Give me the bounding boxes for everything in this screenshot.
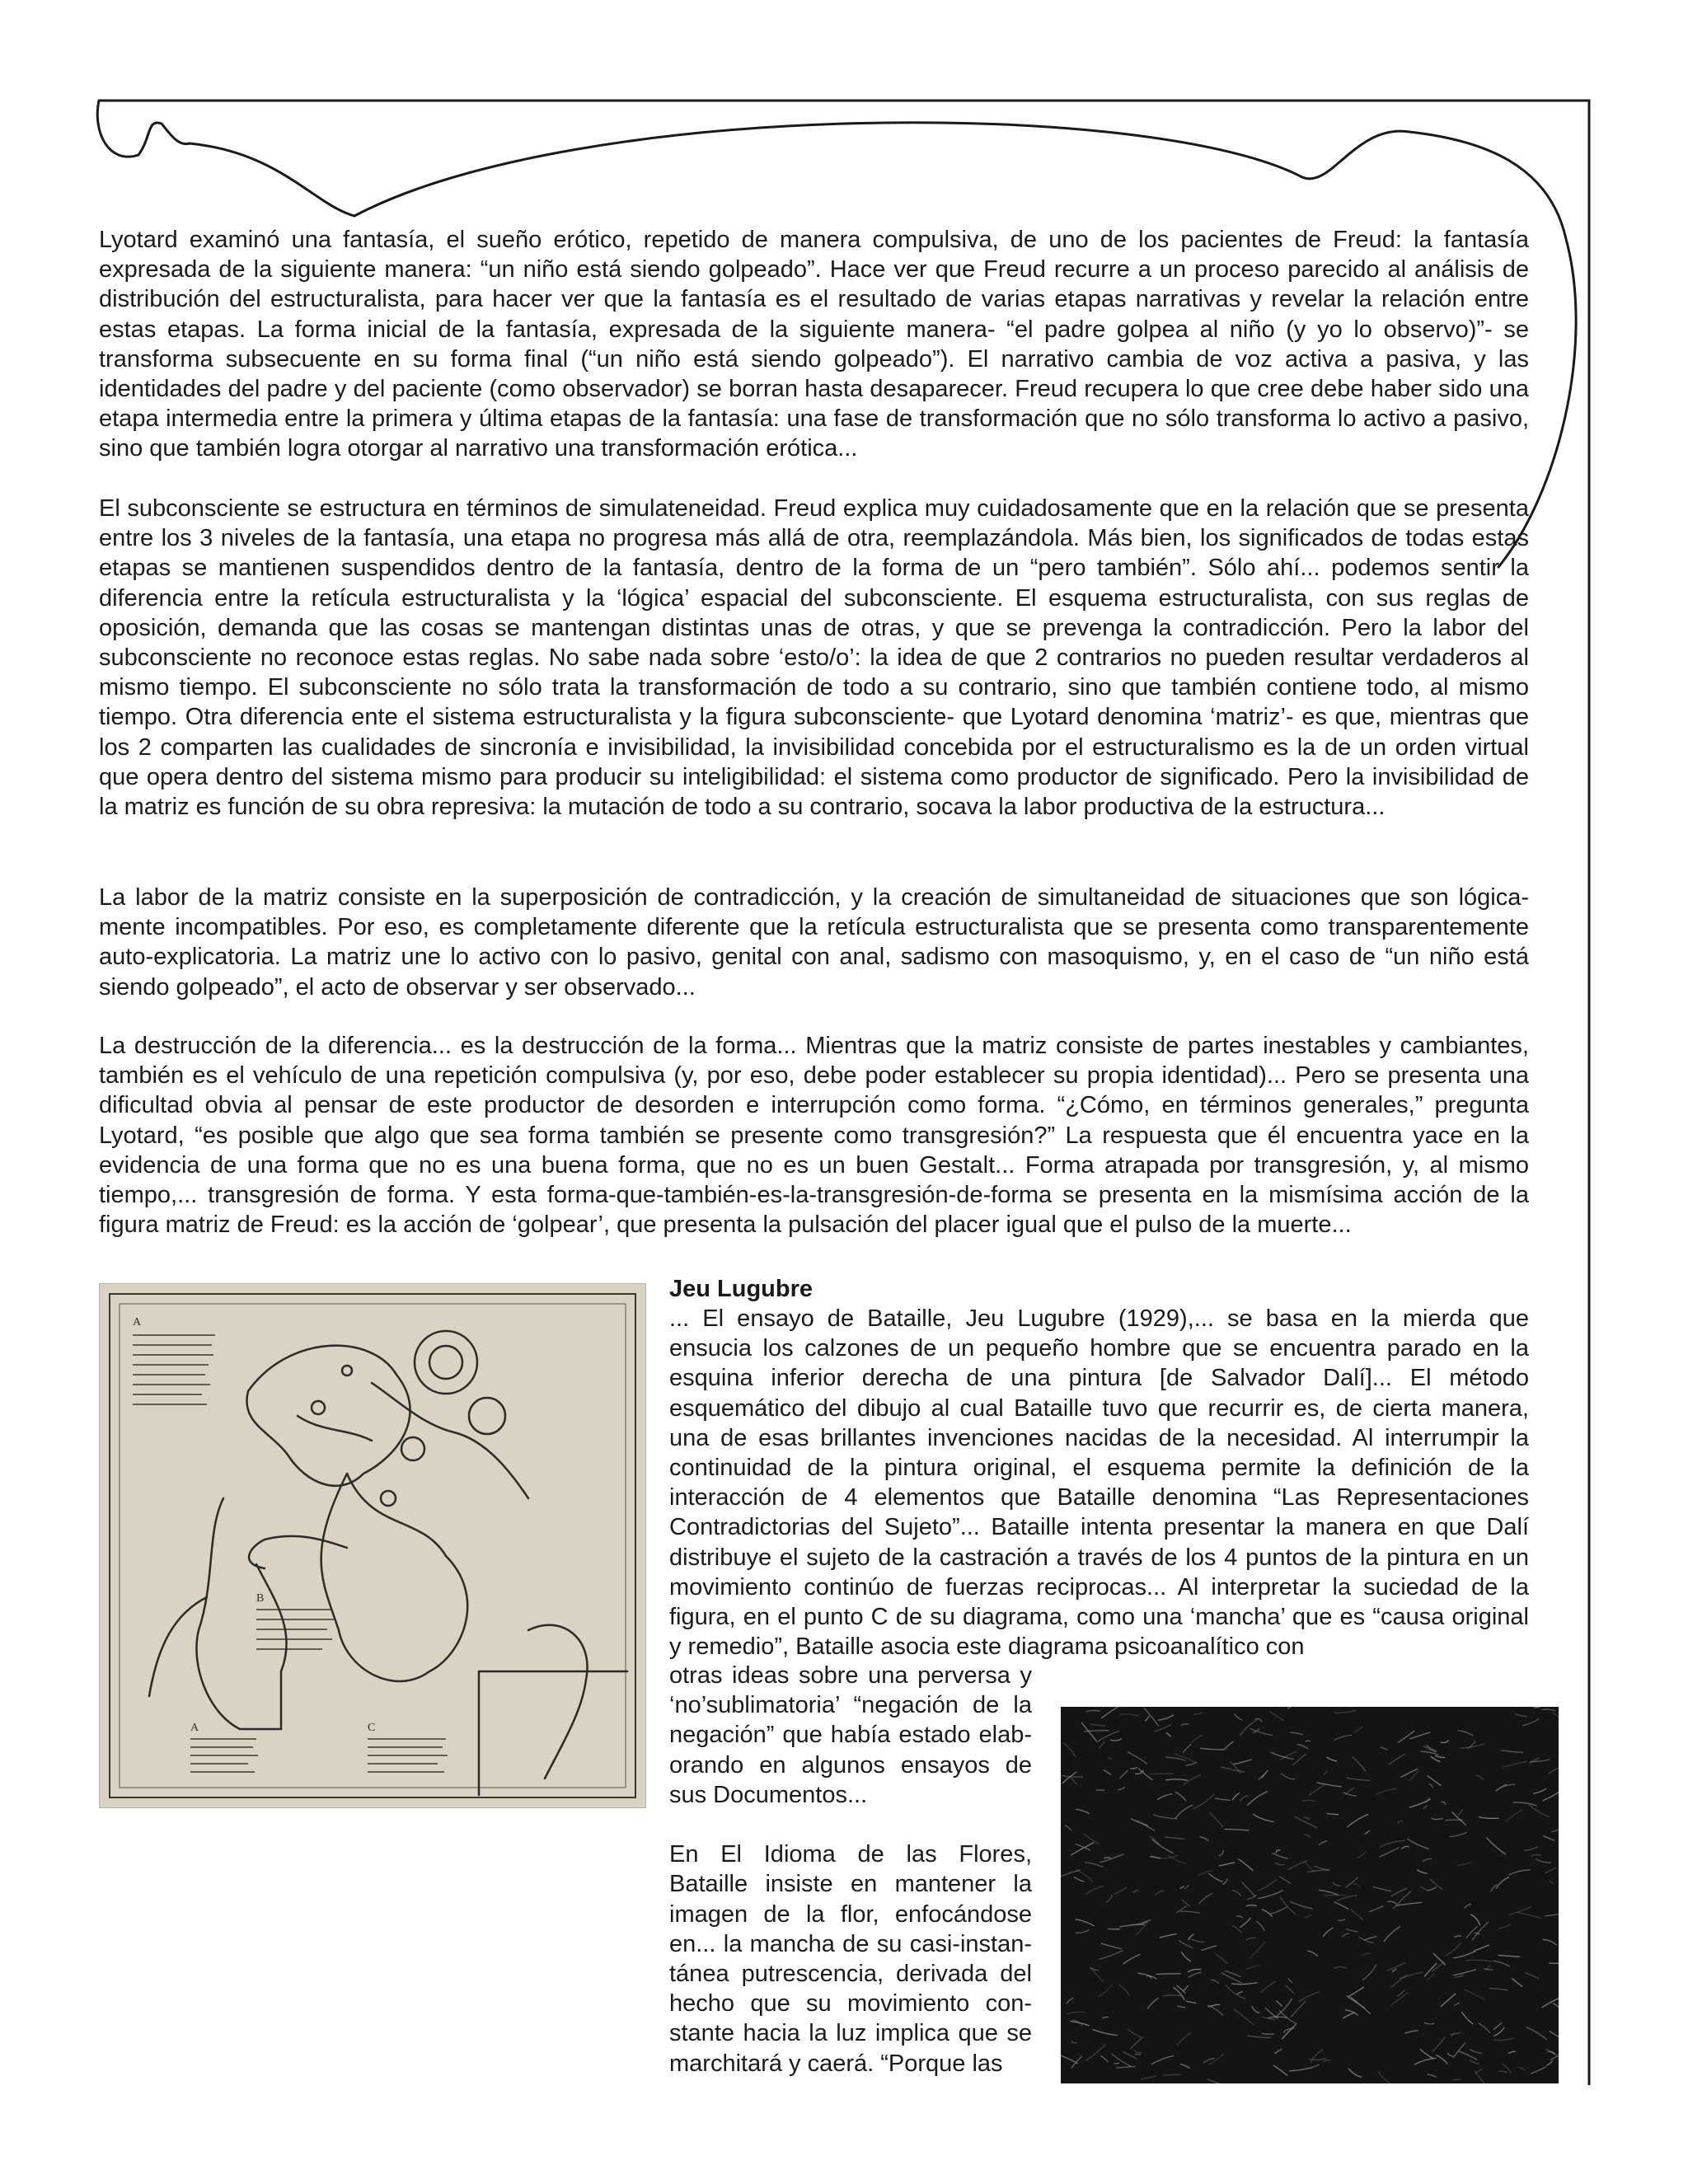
paragraph-subconscious-simultaneity: El subconsciente se estructura en términos de simulateneidad. Freud explica muy cuidadosamente que en la relación que se presenta entre los 3 niveles de la fantasía, una etapa no progresa más allá de otra, reemplazándola. Más bien, los significados de todas estas etapas se mantienen suspendidos dentro de la fantasía, dentro de la forma de un “pero también”. Sólo ahí... podemos sentir la diferencia entre la retícula estructuralista y la ‘lógica’ espacial del subconsciente. El esquema estructuralista, con sus reglas de oposición, demanda que las cosas se mantengan distintas unas de otras, y que se prevenga la contradicción. Pero la labor del subconsciente no reconoce estas reglas. No sabe nada sobre ‘esto/o’: la idea de que 2 contrarios no pueden resultar verdaderos al mismo tiempo. El subconsciente no sólo trata la transformación de todo a su contrario, sino que también contiene todo, al mismo tiempo. Otra diferencia ente el sistema estructuralista y la figura subconsciente- que Lyotard denomina ‘matriz’- es que, mientras que los 2 comparten las cualidades de sincronía e invisibilidad, la invisibilidad concebida por el estructuralismo es la de un orden virtual que opera dentro del sistema mismo para producir su inteligibilidad: el sistema como productor de significado. Pero la invisibilidad de la matriz es función de su obra represiva: la mutación de todo a su contrario, socava la labor productiva de la estructura...: [99, 495, 1529, 821]
paragraph-matrix-labor: La labor de la matriz consiste en la superposición de contradicción, y la creación de simultaneidad de situaciones que son lógica-mente incompatibles. Por eso, es completamente diferente que la retícula estructuralista que se presenta como transparentemente auto-explicatoria. La matriz une lo activo con lo pasivo, genital con anal, sadismo con masoquismo, y, en el caso de “un niño está siendo golpeado”, el acto de observar y ser observado...: [99, 884, 1529, 1001]
scratch-mark: [1453, 2079, 1461, 2080]
essay-heading: Jeu Lugubre: [669, 1276, 814, 1302]
scratch-mark: [1324, 1895, 1346, 1896]
paragraph-destruction-of-form: La destrucción de la diferencia... es la destrucción de la forma... Mientras que la matriz consiste de partes inestables y cambiantes, también es el vehículo de una repetición compulsiva (y, por eso, debe poder establecer su propia identidad)... Pero se presenta una dificultad obvia al pensar de este productor de desorden e interrupción como forma. “¿Cómo, en términos generales,” pregunta Lyotard, “es posible que algo que sea forma también se presente como transgresión?” La respuesta que él encuentra yace en la evidencia de una forma que no es una buena forma, que no es un buen Gestalt... Forma atrapada por transgresión, y, al mismo tiempo,... transgresión de forma. Y esta forma-que-también-es-la-transgresión-de-forma se presenta en la mismísima acción de la figura matriz de Freud: es la acción de ‘golpear’, que presenta la pulsación del placer igual que el pulso de la muerte...: [99, 1033, 1529, 1239]
essay-text-wide: ... El ensayo de Bataille, Jeu Lugubre (1929),... se basa en la mierda que ensucia los calzones de un pequeño hombre que se encuentra parado en la esquina inferior derecha de una pintura [de Salvador Dalí]... El método esquemático del dibujo al cual Bataille tuvo que recurrir es, de cierta manera, una de esas brillantes invenciones nacidas de la necesidad. Al interrumpir la continuidad de la pintura original, el esquema permite la definición de la interacción de 4 elementos que Bataille denomina “Las Representaciones Contradictorias del Sujeto”... Bataille intenta presentar la manera en que Dalí distribuye el sujeto de la castración a través de los 4 puntos de la pintura en un movimiento continúo de fuerzas reciprocas... Al interpretar la suciedad de la figura, en el punto C de su diagrama, como una ‘mancha’ que es “causa original y remedio”, Bataille asocia este diagrama psicoanalítico con: [669, 1305, 1529, 1661]
svg-text:C: C: [368, 1722, 376, 1734]
scratch-mark: [1096, 1790, 1104, 1791]
svg-text:A: A: [133, 1316, 142, 1329]
paragraph-lyotard-fantasy: Lyotard examinó una fantasía, el sueño erótico, repetido de manera compulsiva, de uno de los pacientes de Freud: la fantasía expresada de la siguiente manera: “un niño está siendo golpeado”. Hace ver que Freud recurre a un proceso parecido al análisis de distribución del estructuralista, para hacer ver que la fantasía es el resultado de varias etapas narrativas y revelar la relación entre estas etapas. La forma inicial de la fantasía, expresada de la siguiente manera- “el padre golpea al niño (y yo lo observo)”- se transforma subsecuente en su forma final (“un niño está siendo golpeado”). El narrativo cambia de voz activa a pasiva, y las identidades del padre y del paciente (como observador) se borran hasta desaparecer. Freud recupera lo que cree debe haber sido una etapa intermedia entre la primera y última etapas de la fantasía: una fase de transformación que no sólo transforma lo activo a pasivo, sino que también logra otorgar al narrativo una transformación erótica...: [99, 227, 1529, 462]
scratched-texture-image: [1061, 1707, 1559, 2083]
scratch-mark: [1114, 2063, 1120, 2064]
scratch-mark: [1135, 2054, 1141, 2055]
essay-text-narrow: otras ideas sobre una perversa y ‘no’sublimatoria’ “negación de la negación” que había estado elab-orando en algunos ensayos de sus Documentos... En El Idioma de las Flores, Bataille insiste en mantener la imagen de la flor, enfocándose en... la mancha de su casi-instan-tánea putrescencia, derivada del hecho que su movimiento con-stante hacia la luz implica que se marchitará y caerá. “Porque las: [669, 1662, 1032, 2077]
jeu-lugubre-diagram-figure: [99, 1283, 646, 1808]
svg-text:A: A: [190, 1722, 199, 1734]
texture-drawing: [1061, 1707, 1559, 2083]
svg-text:B: B: [256, 1592, 265, 1605]
diagram-drawing: [100, 1284, 645, 1807]
scratch-mark: [1156, 1974, 1181, 1975]
